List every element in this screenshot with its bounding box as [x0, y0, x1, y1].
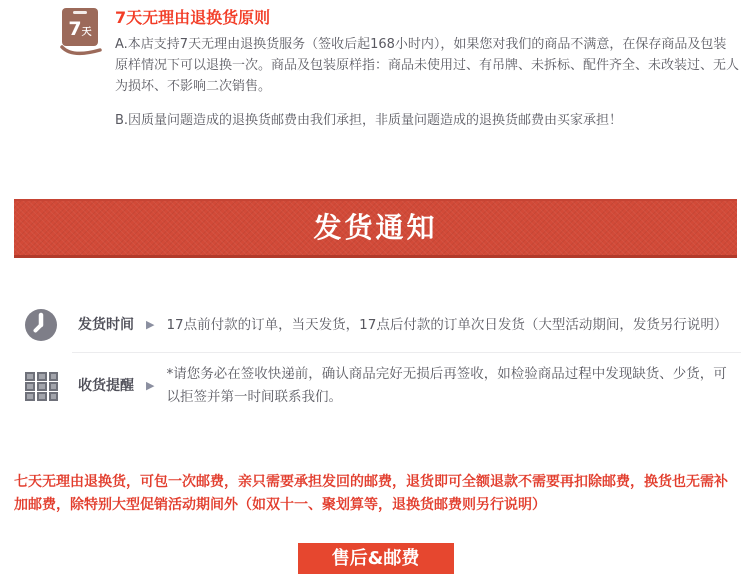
policy-title: 7天无理由退换货原则	[115, 8, 271, 27]
right-arrow-icon: ▶	[146, 318, 155, 331]
shipping-time-text: 17点前付款的订单，当天发货，17点后付款的订单次日发货（大型活动期间，发货另行说明）	[166, 316, 728, 333]
right-arrow-icon: ▶	[146, 379, 155, 392]
calendar-page-curl	[60, 45, 102, 58]
badge-unit: 天	[81, 27, 92, 38]
shipping-notice-banner	[14, 199, 737, 258]
receiving-reminder-row	[0, 353, 751, 419]
7-day-calendar-icon	[62, 8, 100, 58]
shipping-info-list	[0, 298, 751, 419]
calendar-binding-slot	[73, 11, 87, 14]
policy-text-block	[115, 8, 739, 131]
receiving-reminder-text: *请您务必在签收快递前，确认商品完好无损后再签收，如检验商品过程中发现缺货、少货，可以拒签并第一时间联系我们。	[166, 366, 727, 405]
calendar-badge-text	[62, 16, 98, 46]
grid-icon	[24, 371, 58, 402]
return-policy-section	[0, 0, 751, 131]
after-sales-postage-button[interactable]: 售后&邮费	[298, 543, 454, 574]
shipping-time-label: 发货时间	[78, 317, 134, 333]
shipping-time-row	[0, 298, 751, 352]
policy-paragraph-b: B.因质量问题造成的退换货邮费由我们承担，非质量问题造成的退换货邮费由买家承担！	[115, 113, 623, 128]
shipping-banner-title: 发货通知	[313, 211, 438, 244]
calendar-body	[62, 8, 98, 46]
receiving-reminder-label: 收货提醒	[78, 378, 134, 394]
postage-policy-note: 七天无理由退换货，可包一次邮费，亲只需要承担发回的邮费，退货即可全额退款不需要再扣除邮费，换货也无需补加邮费，除特别大型促销活动期间外（如双十一、聚划算等，退换货邮费则另行说明）	[14, 474, 728, 513]
policy-paragraph-a: A.本店支持7天无理由退换货服务（签收后起168小时内），如果您对我们的商品不满意，在保存商品及包装原样情况下可以退换一次。商品及包装原样指：商品未使用过、有吊牌、未拆标、配件齐全、未改装过、无人为损坏、不影响二次销售。	[115, 37, 740, 94]
clock-icon	[24, 308, 58, 342]
badge-number: 7	[68, 18, 82, 40]
